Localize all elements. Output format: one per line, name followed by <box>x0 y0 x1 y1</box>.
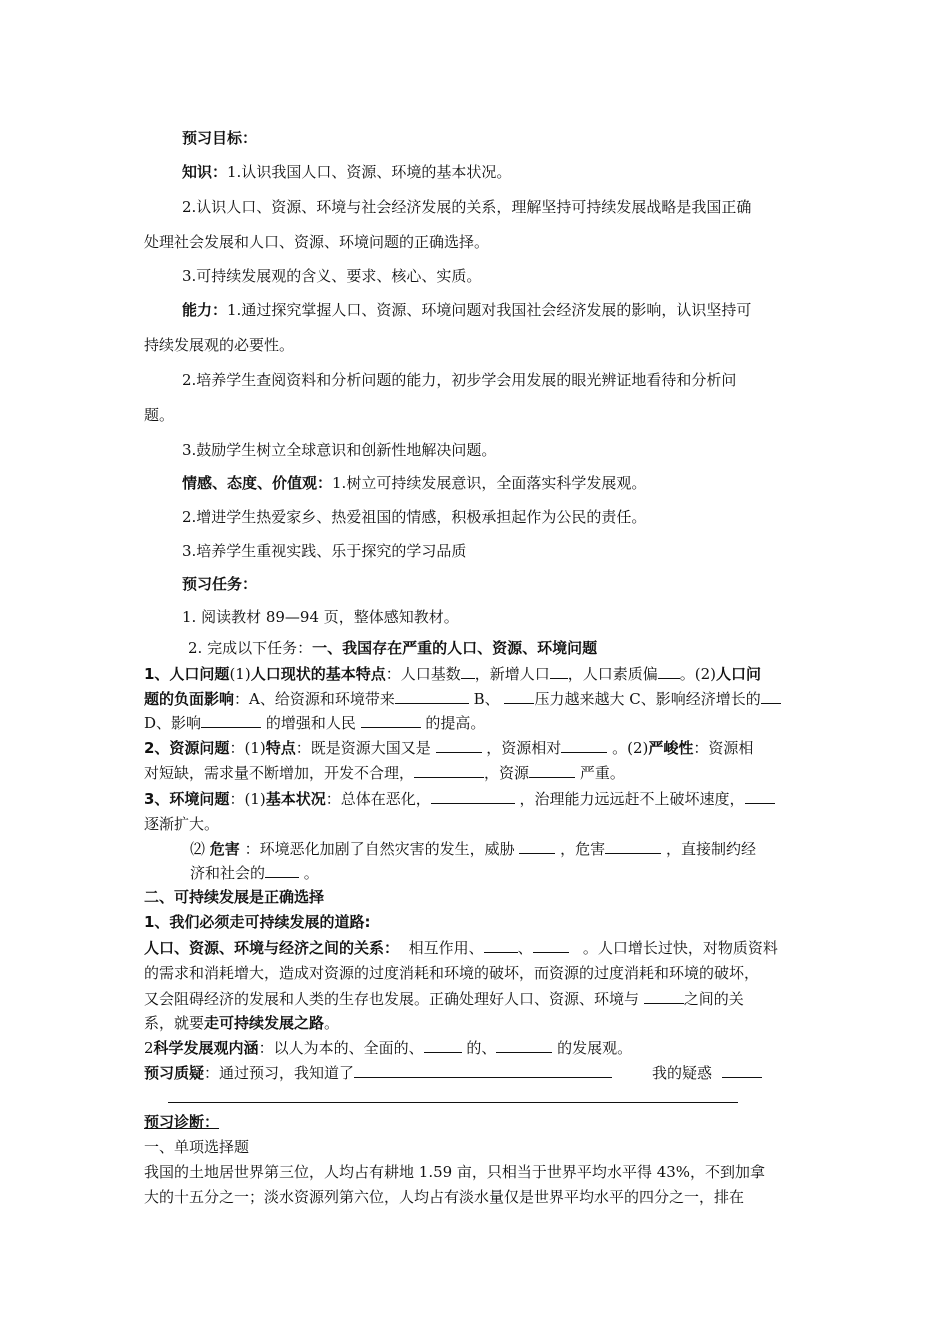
population-text: 。(2) <box>679 665 717 683</box>
population-text: ：人口基数 <box>385 665 461 683</box>
population-line-1 <box>144 664 761 684</box>
diagnosis-type: 一、单项选择题 <box>144 1138 250 1156</box>
relation-line-2: 的需求和消耗增大，造成对资源的过度消耗和环境的破坏，而资源的过度消耗和环境的破坏， <box>144 964 760 982</box>
population-label: 1、人口问题 <box>144 665 230 683</box>
environment-text: ，直接制约经 <box>665 840 756 858</box>
blank[interactable] <box>519 839 555 854</box>
population-text: 的提高。 <box>425 714 486 732</box>
blank[interactable] <box>414 763 484 778</box>
environment-line-2: 逐渐扩大。 <box>144 815 220 833</box>
population-text: 压力越来越大 C、影响经济增长的 <box>534 690 761 708</box>
relation-text: 系，就要 <box>144 1014 205 1032</box>
environment-text: ：环境恶化加剧了自然灾害的发生，威胁 <box>244 840 515 858</box>
relation-line-4 <box>144 1013 339 1033</box>
resources-text: ，资源相对 <box>486 739 562 757</box>
environment-text: ：(1) <box>229 790 266 808</box>
preview-tasks-heading: 预习任务： <box>182 575 258 593</box>
blank[interactable] <box>431 789 515 804</box>
diagnosis-paragraph-1: 我国的土地居世界第三位，人均占有耕地 1.59 亩，只相当于世界平均水平得 43%，不到加拿 <box>144 1163 766 1181</box>
environment-line-1 <box>144 789 775 809</box>
resources-text: 。(2) <box>612 739 649 757</box>
environment-text: 。 <box>303 864 319 882</box>
diagnosis-paragraph-2: 大的十五分之一；淡水资源列第六位，人均占有淡水量仅是世界平均水平的四分之一，排在 <box>144 1188 745 1206</box>
blank[interactable] <box>461 664 475 679</box>
blank[interactable] <box>424 1038 462 1053</box>
resources-text: 严重。 <box>579 764 625 782</box>
knowledge-item-2b: 处理社会发展和人口、资源、环境问题的正确选择。 <box>144 233 490 251</box>
emotion-item-3: 3.培养学生重视实践、乐于探究的学习品质 <box>182 542 467 560</box>
blank[interactable] <box>561 738 607 753</box>
resources-line-2 <box>144 763 625 783</box>
blank[interactable] <box>484 938 518 953</box>
blank[interactable] <box>504 689 534 704</box>
knowledge-line-1 <box>182 162 511 182</box>
blank[interactable] <box>745 789 775 804</box>
blank[interactable] <box>361 713 421 728</box>
knowledge-item-3: 3.可持续发展观的含义、要求、核心、实质。 <box>182 267 482 285</box>
blank[interactable] <box>201 713 261 728</box>
population-impact-label: 题的负面影响 <box>144 690 235 708</box>
knowledge-label: 知识： <box>182 163 228 181</box>
sustainable-path-label: 走可持续发展之路 <box>204 1014 325 1032</box>
environment-harm-line-2 <box>190 863 319 883</box>
relation-line-1 <box>144 938 778 958</box>
resources-text: ：资源相 <box>693 739 754 757</box>
relation-text: 。人口增长过快，对物质资料 <box>582 939 778 957</box>
question-label: 预习质疑 <box>144 1064 205 1082</box>
scientific-view-text: ：以人为本的、全面的、 <box>258 1039 424 1057</box>
population-text: ，人口素质偏 <box>567 665 658 683</box>
environment-harm-num: ⑵ <box>190 840 206 858</box>
population-line-2 <box>144 689 781 709</box>
environment-harm-label: 危害 <box>209 840 240 858</box>
blank[interactable] <box>529 763 575 778</box>
task-2 <box>188 638 597 658</box>
resources-text: 对短缺，需求量不断增加，开发不合理， <box>144 764 415 782</box>
population-text: B、 <box>473 690 500 708</box>
resources-text: ，资源 <box>484 764 530 782</box>
ability-item-1a: 1.通过探究掌握人口、资源、环境问题对我国社会经济发展的影响，认识坚持可 <box>227 301 752 319</box>
relation-text: 又会阻碍经济的发展和人类的生存也发展。正确处理好人口、资源、环境与 <box>144 990 640 1008</box>
population-p1-num: (1) <box>229 665 251 683</box>
ability-item-3: 3.鼓励学生树立全球意识和创新性地解决问题。 <box>182 441 497 459</box>
ability-label: 能力： <box>182 301 228 319</box>
scientific-view-text: 的发展观。 <box>557 1039 633 1057</box>
resources-text: ：(1) <box>229 739 266 757</box>
environment-harm-line-1 <box>190 839 756 859</box>
blank[interactable] <box>722 1063 762 1078</box>
section-2-title: 二、可持续发展是正确选择 <box>144 888 325 906</box>
environment-text: ，危害 <box>560 840 606 858</box>
blank[interactable] <box>496 1038 552 1053</box>
relation-text: 相互作用、 <box>408 939 484 957</box>
resources-text: ：既是资源大国又是 <box>295 739 431 757</box>
resources-feature-label: 特点 <box>265 739 296 757</box>
environment-text: ，治理能力远远赶不上破坏速度， <box>519 790 745 808</box>
population-text: ，新增人口 <box>474 665 550 683</box>
emotion-item-1: 1.树立可持续发展意识，全面落实科学发展观。 <box>332 474 647 492</box>
emotion-label: 情感、态度、价值观： <box>182 474 333 492</box>
blank[interactable] <box>395 689 469 704</box>
ability-item-1b: 持续发展观的必要性。 <box>144 336 295 354</box>
preview-goals-heading: 预习目标： <box>182 129 258 147</box>
question-text: 我的疑惑 <box>652 1064 713 1082</box>
task-2-prefix: 2. 完成以下任务： <box>188 639 313 657</box>
environment-text: 济和社会的 <box>190 864 266 882</box>
population-feature-label: 人口现状的基本特点 <box>250 665 386 683</box>
relation-line-3 <box>144 989 744 1009</box>
section-2-sub-1: 1、我们必须走可持续发展的道路: <box>144 913 371 931</box>
population-text: D、影响 <box>144 714 202 732</box>
resources-line-1 <box>144 738 753 758</box>
knowledge-item-1: 1.认识我国人口、资源、环境的基本状况。 <box>227 163 512 181</box>
scientific-view-label: 科学发展观内涵 <box>153 1039 259 1057</box>
population-text: ：A、给资源和环境带来 <box>234 690 395 708</box>
ability-item-2b: 题。 <box>144 406 175 424</box>
scientific-view-line <box>144 1038 632 1058</box>
emotion-item-2: 2.增进学生热爱家乡、热爱祖国的情感，积极承担起作为公民的责任。 <box>182 508 647 526</box>
divider-line <box>168 1102 738 1103</box>
blank[interactable] <box>354 1063 612 1078</box>
blank[interactable] <box>605 839 661 854</box>
relation-label: 人口、资源、环境与经济之间的关系： <box>144 939 400 957</box>
blank[interactable] <box>436 738 482 753</box>
ability-line-1 <box>182 300 751 320</box>
diagnosis-heading: 预习诊断： <box>144 1113 220 1131</box>
question-text: ：通过预习，我知道了 <box>204 1064 355 1082</box>
scientific-view-text: 的、 <box>466 1039 497 1057</box>
ability-item-2a: 2.培养学生查阅资料和分析问题的能力，初步学会用发展的眼光辨证地看待和分析问 <box>182 371 737 389</box>
blank[interactable] <box>658 664 680 679</box>
emotion-line-1 <box>182 473 646 493</box>
relation-text: 、 <box>517 939 533 957</box>
blank[interactable] <box>550 664 568 679</box>
environment-text: ：总体在恶化， <box>325 790 431 808</box>
population-text: 的增强和人民 <box>265 714 356 732</box>
blank[interactable] <box>761 689 781 704</box>
population-line-3 <box>144 713 485 733</box>
resources-label: 2、资源问题 <box>144 739 230 757</box>
section-1-title: 一、我国存在严重的人口、资源、环境问题 <box>312 639 598 657</box>
scientific-view-num: 2 <box>144 1039 154 1057</box>
knowledge-item-2a: 2.认识人口、资源、环境与社会经济发展的关系，理解坚持可持续发展战略是我国正确 <box>182 198 752 216</box>
relation-text: 。 <box>324 1014 340 1032</box>
relation-text: 之间的关 <box>683 990 744 1008</box>
question-line <box>144 1063 762 1083</box>
environment-label: 3、环境问题 <box>144 790 230 808</box>
blank[interactable] <box>644 989 684 1004</box>
blank[interactable] <box>265 863 299 878</box>
task-1: 1. 阅读教材 89—94 页，整体感知教材。 <box>182 608 459 626</box>
blank[interactable] <box>533 938 569 953</box>
environment-status-label: 基本状况 <box>265 790 326 808</box>
resources-severity-label: 严峻性 <box>648 739 694 757</box>
population-impact-label: 人口问 <box>716 665 762 683</box>
